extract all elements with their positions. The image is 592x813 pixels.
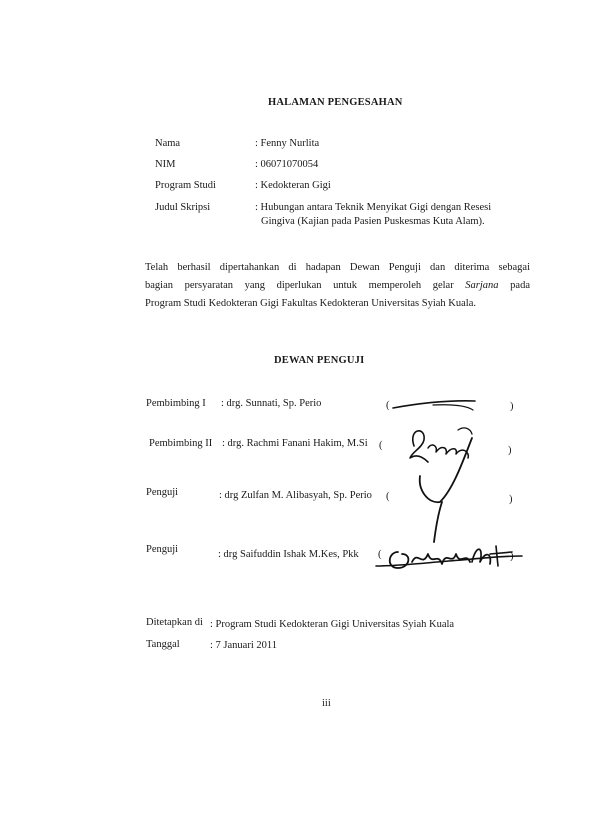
value-nim: : 06071070054	[255, 159, 319, 170]
footer-label-ditetapkan: Ditetapkan di	[146, 617, 203, 628]
examiner-open-3: (	[386, 491, 390, 502]
statement-line-2	[145, 277, 530, 295]
label-nim: NIM	[155, 159, 176, 170]
signature-2	[398, 418, 488, 548]
examiner-name-3: : drg Zulfan M. Alibasyah, Sp. Perio	[219, 490, 372, 501]
statement-line-1: Telah berhasil dipertahankan di hadapan Dewan Penguji dan diterima sebagai	[145, 262, 530, 273]
examiner-name-2: : drg. Rachmi Fanani Hakim, M.Si	[222, 438, 368, 449]
value-nama: : Fenny Nurlita	[255, 138, 320, 149]
page-number: iii	[322, 698, 331, 709]
signature-1	[385, 396, 505, 416]
examiner-name-1: : drg. Sunnati, Sp. Perio	[221, 398, 322, 409]
statement-italic-sarjana: Sarjana	[465, 280, 499, 291]
examiner-name-4: : drg Saifuddin Ishak M.Kes, Pkk	[218, 549, 359, 560]
value-judul-skripsi: : Hubungan antara Teknik Menyikat Gigi dengan Resesi	[255, 202, 492, 213]
examiner-close-2: )	[508, 445, 512, 456]
examiner-open-1: (	[386, 400, 390, 411]
examiner-close-1: )	[510, 401, 514, 412]
footer-label-tanggal: Tanggal	[146, 639, 180, 650]
page-title: HALAMAN PENGESAHAN	[268, 97, 403, 108]
value-judul-skripsi-cont: Gingiva (Kajian pada Pasien Puskesmas Kuta Alam).	[261, 216, 485, 227]
statement-paragraph	[145, 259, 530, 313]
examiner-role-4: Penguji	[146, 544, 179, 555]
examiner-role-3: Penguji	[146, 487, 179, 498]
examiner-close-3: )	[509, 494, 513, 505]
signature-3	[372, 532, 532, 582]
value-program-studi: : Kedokteran Gigi	[255, 180, 331, 191]
examiner-close-4: )	[510, 551, 514, 562]
label-nama: Nama	[155, 138, 181, 149]
statement-line-3: Program Studi Kedokteran Gigi Fakultas Kedokteran Universitas Syiah Kuala.	[145, 298, 476, 309]
label-judul-skripsi: Judul Skripsi	[155, 202, 211, 213]
examiner-open-4: (	[378, 549, 382, 560]
board-title: DEWAN PENGUJI	[274, 355, 365, 366]
statement-line-2a: bagian persyaratan yang diperlukan untuk memperoleh gelar	[145, 280, 466, 291]
examiner-role-1: Pembimbing I	[146, 398, 206, 409]
label-program-studi: Program Studi	[155, 180, 216, 191]
footer-value-tanggal: : 7 Januari 2011	[210, 640, 277, 651]
examiner-open-2: (	[379, 440, 383, 451]
footer-value-ditetapkan: : Program Studi Kedokteran Gigi Universitas Syiah Kuala	[210, 619, 455, 630]
statement-line-2b: pada	[498, 280, 530, 291]
examiner-role-2: Pembimbing II	[149, 438, 213, 449]
